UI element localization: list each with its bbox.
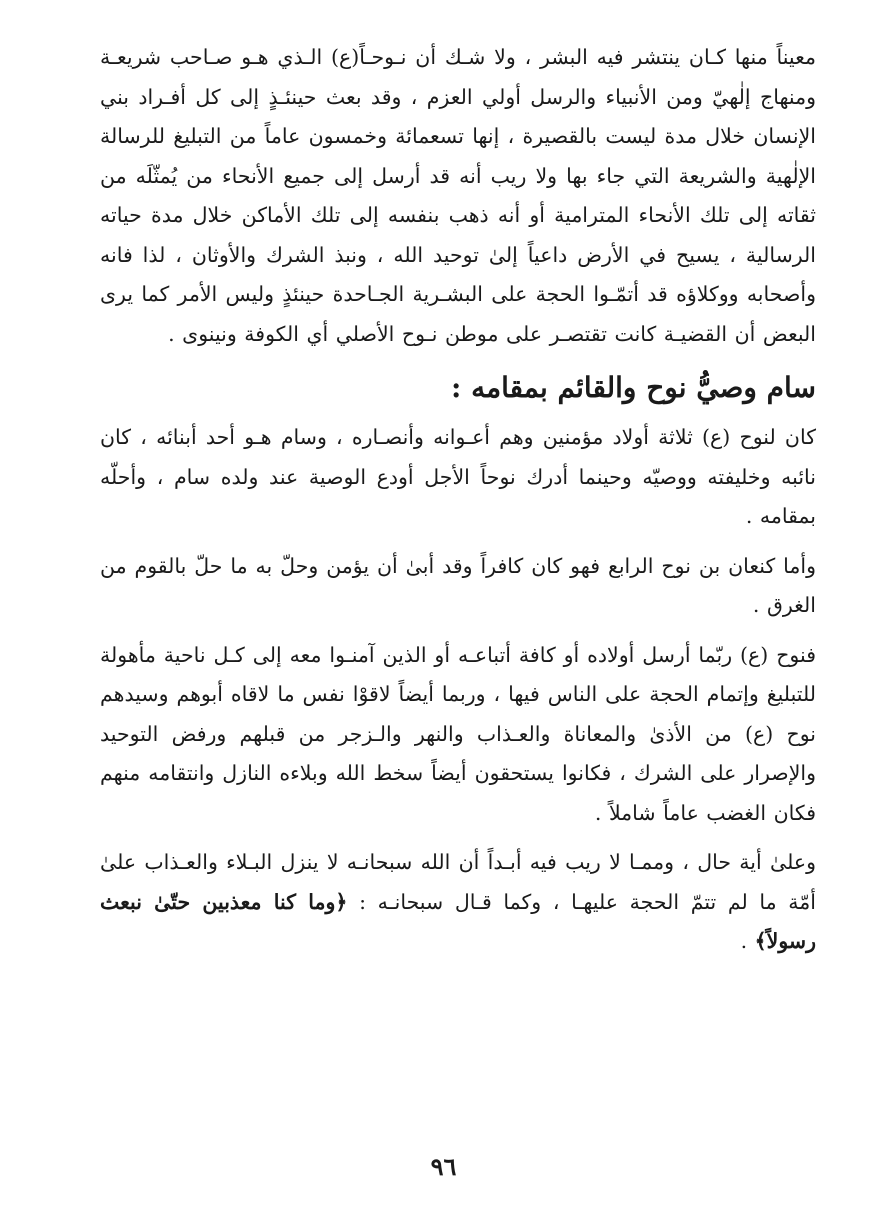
page-body [100,38,816,962]
paragraph-conclusion [100,843,816,962]
paragraph-canaan: وأما كنعان بن نوح الرابع فهو كان كافراً وقد أبىٰ أن يؤمن وحلّ به ما حلّ بالقوم من الغرق . [100,553,816,617]
paragraph-sons: كان لنوح (ع) ثلاثة أولاد مؤمنين وهم أعـوانه وأنصـاره ، وسام هـو أحد أبنائه ، كان نائبه وخليفته ووصيّه وحينما أدرك نوحاً الأجل أودع الوصية عند ولده سام ، وأحلّه بمقامه . [100,425,816,528]
paragraph-intro: معيناً منها كـان ينتشر فيه البشر ، ولا شـك أن نـوحـاً(ع) الـذي هـو صـاحب شريعـة ومنهاج إلٰهيّ ومن الأنبياء والرسل أولي العزم ، وقد بعث حينئـذٍ إلى كل أفـراد بني الإنسان خلال مدة ليست بالقصيرة ، إنها تسعمائة وخمسون عاماً من التبليغ للرسالة الإلٰهية والشريعة التي جاء بها ولا ريب أنه قد أرسل إلى جميع الأنحاء من يُمثّلَه من ثقاته إلى تلك الأنحاء المترامية أو أنه ذهب بنفسه إلى تلك الأماكن خلال مدة حياته الرسالية ، يسيح في الأرض داعياً إلىٰ توحيد الله ، ونبذ الشرك والأوثان ، لذا فانه وأصحابه ووكلاؤه قد أتمّـوا الحجة على البشـرية الجـاحدة حينئذٍ وليس الأمر كما يرى البعض أن القضيـة كانت تقتصـر على موطن نـوح الأصلي أي الكوفة ونينوى . [100,45,816,346]
spacer [100,626,816,636]
spacer [100,537,816,547]
conclusion-text: وعلىٰ أية حال ، وممـا لا ريب فيه أبـداً أن الله سبحانـه لا ينزل البـلاء والعـذاب علىٰ أمّة ما لم تتمّ الحجة عليهـا ، وكما قـال سبحانـه : [100,850,816,914]
paragraph-mission: فنوح (ع) ربّما أرسل أولاده أو كافة أتباعـه أو الذين آمنـوا معه إلى كـل ناحية مأهولة للتبليغ وإتمام الحجة على الناس فيها ، وربما أيضاً لاقوْا نفس ما لاقاه أبوهم وسيدهم نوح (ع) من الأذىٰ والمعاناة والعـذاب والنهر والـزجر من قبلهم ورفض التوحيد والإصرار على الشرك ، فكانوا يستحقون أيضاً سخط الله وبلاءه النازل وانتقامه منهم فكان الغضب عاماً شاملاً . [100,642,816,825]
quran-quote: ﴿وما كنا معذبين حتّىٰ نبعث رسولاً﴾ [100,889,816,953]
section-heading: سام وصيُّ نوح والقائم بمقامه : [450,371,816,404]
spacer [100,833,816,843]
page-number: ٩٦ [430,1152,457,1181]
conclusion-end: . [740,929,748,953]
